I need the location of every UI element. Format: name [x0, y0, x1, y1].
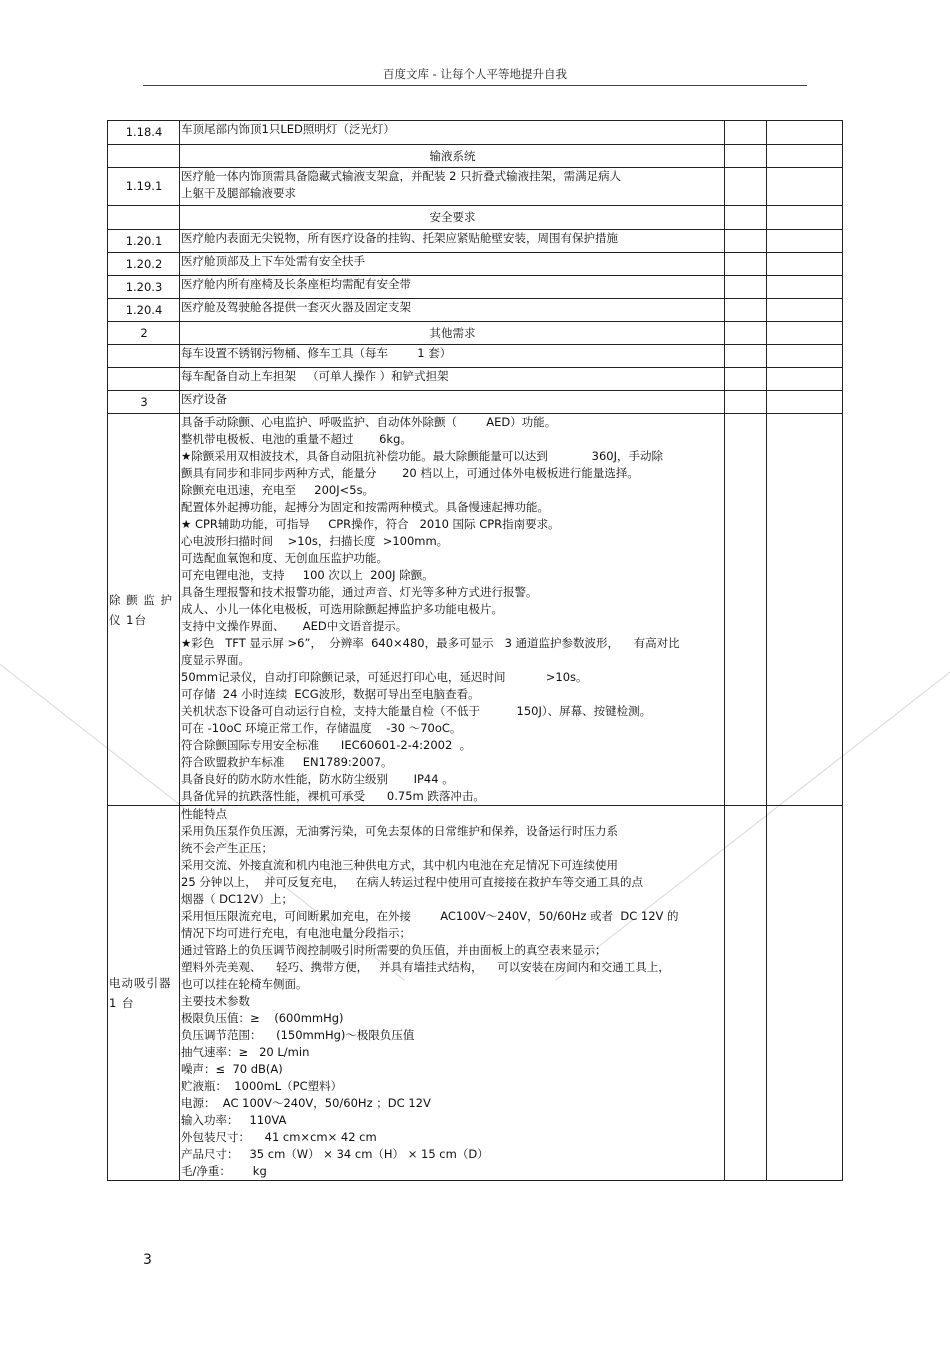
spec-line: 噪声：≤ 70 dB(A) [181, 1062, 283, 1076]
item-number: 1.20.1 [108, 230, 180, 253]
device-spec-list [180, 414, 725, 806]
item-text: 医疗设备 [180, 391, 725, 414]
spec-line: 通过管路上的负压调节阀控制吸引时所需要的负压值，并由面板上的真空表来显示； [181, 943, 607, 957]
spec-line: 采用交流、外接直流和机内电池三种供电方式，其中机内电池在充足情况下可连续使用 [181, 858, 618, 872]
spec-line: 统不会产生正压； [181, 841, 273, 855]
spec-line: 可在 -10oC 环境正常工作，存储温度 -30 ～70oC。 [181, 721, 462, 735]
item-text: 医疗舱一体内饰顶需具备隐藏式输液支架盒，并配装 2 只折叠式输液挂架，需满足病人 上躯干及腿部输液要求 [180, 168, 725, 206]
table-row-suction [108, 806, 843, 1181]
spec-line: 具备生理报警和技术报警功能，通过声音、灯光等多种方式进行报警。 [181, 585, 538, 599]
item-text: 每车配备自动上车担架 （可单人操作 ）和铲式担架 [180, 368, 725, 391]
spec-line: 电源： AC 100V～240V，50/60Hz ；DC 12V [181, 1096, 431, 1110]
item-number: 1.19.1 [108, 168, 180, 206]
spec-line: 输入功率： 110VA [181, 1113, 287, 1127]
table-row [108, 230, 843, 253]
spec-line: 心电波形扫描时间 >10s，扫描长度 >100mm。 [181, 534, 449, 548]
table-row [108, 145, 843, 168]
table-row [108, 276, 843, 299]
table-row-defibrillator [108, 414, 843, 806]
spec-line: 25 分钟以上， 并可反复充电， 在病人转运过程中使用可直接接在救护车等交通工具的点 [181, 875, 644, 889]
header-divider [143, 85, 807, 86]
spec-line: 具备良好的防水防水性能，防水防尘级别 IP44 。 [181, 772, 454, 786]
spec-line: 成人、小儿一体化电极板，可选用除颤起搏监护多功能电极片。 [181, 602, 503, 616]
spec-line: 负压调节范围： (150mmHg)～极限负压值 [181, 1028, 415, 1042]
spec-line: 除颤充电迅速，充电至 200J<5s。 [181, 483, 375, 497]
spec-line: 配置体外起搏功能，起搏分为固定和按需两种模式。具备慢速起搏功能。 [181, 500, 549, 514]
spec-line: 具备优异的抗跌落性能，裸机可承受 0.75m 跌落冲击。 [181, 789, 485, 803]
spec-line: 也可以挂在轮椅车侧面。 [181, 977, 308, 991]
spec-line: ★除颤采用双相波技术，具备自动阻抗补偿功能。最大除颤能量可以达到 360J，手动除 [181, 449, 664, 463]
spec-line: 度显示界面。 [181, 653, 250, 667]
table-row [108, 299, 843, 322]
table-row [108, 322, 843, 345]
spec-line: 性能特点 [181, 807, 227, 821]
item-text: 医疗舱顶部及上下车处需有安全扶手 [180, 253, 725, 276]
spec-line: 外包装尺寸： 41 cm×cm× 42 cm [181, 1130, 377, 1144]
item-number: 2 [108, 322, 180, 345]
item-number: 1.20.4 [108, 299, 180, 322]
section-heading: 安全要求 [180, 206, 725, 230]
spec-line: 烟器（ DC12V）上； [181, 892, 294, 906]
spec-line: 50mm记录仪，自动打印除颤记录，可延迟打印心电，延迟时间 >10s。 [181, 670, 588, 684]
item-text: 每车设置不锈钢污物桶、修车工具（每车 1 套） [180, 345, 725, 368]
spec-line: 塑料外壳美观、 轻巧、携带方便， 并具有墙挂式结构， 可以安装在房间内和交通工具上， [181, 960, 670, 974]
item-number: 1.18.4 [108, 121, 180, 145]
item-text: 医疗舱内表面无尖锐物，所有医疗设备的挂钩、托架应紧贴舱壁安装，周围有保护措施 [180, 230, 725, 253]
item-text: 医疗舱内所有座椅及长条座柜均需配有安全带 [180, 276, 725, 299]
spec-line: 情况下均可进行充电，有电池电量分段指示； [181, 926, 411, 940]
spec-line: 符合欧盟救护车标准 EN1789:2007。 [181, 755, 393, 769]
spec-line: 采用恒压限流充电，可间断累加充电，在外接 AC100V～240V，50/60Hz 或者 DC 12V 的 [181, 909, 679, 923]
spec-line: 可充电锂电池，支持 100 次以上 200J 除颤。 [181, 568, 434, 582]
spec-line: 支持中文操作界面、 AED中文语音提示。 [181, 619, 408, 633]
table-row [108, 391, 843, 414]
spec-line: 毛/净重： kg [181, 1164, 267, 1178]
spec-line: 采用负压泵作负压源，无油雾污染，可免去泵体的日常维护和保养，设备运行时压力系 [181, 824, 618, 838]
spec-line: 颤具有同步和非同步两种方式，能量分 20 档以上，可通过体外电极板进行能量选择。 [181, 466, 639, 480]
page-number: 3 [143, 1252, 152, 1268]
spec-line: 具备手动除颤、心电监护、呼吸监护、自动体外除颤（ AED）功能。 [181, 415, 557, 429]
spec-line: 主要技术参数 [181, 994, 250, 1008]
spec-line: 整机带电极板、电池的重量不超过 6kg。 [181, 432, 412, 446]
spec-line: 关机状态下设备可自动运行自检，支持大能量自检（不低于 150J）、屏幕、按键检测。 [181, 704, 652, 718]
section-heading: 其他需求 [180, 322, 725, 345]
spec-line: 极限负压值：≥ (600mmHg) [181, 1011, 344, 1025]
device-label: 电动吸引器 1 台 [108, 806, 180, 1181]
table-row [108, 206, 843, 230]
spec-line: 可存储 24 小时连续 ECG波形，数据可导出至电脑查看。 [181, 687, 480, 701]
table-row [108, 121, 843, 145]
item-text: 医疗舱及驾驶舱各提供一套灭火器及固定支架 [180, 299, 725, 322]
page-header: 百度文库 - 让每个人平等地提升自我 [383, 67, 567, 81]
item-number: 1.20.3 [108, 276, 180, 299]
device-label: 除 颤 监 护 仪 1台 [108, 414, 180, 806]
table-row [108, 345, 843, 368]
spec-line: 符合除颤国际专用安全标准 IEC60601-2-4:2002 。 [181, 738, 472, 752]
spec-line: 可选配血氧饱和度、无创血压监护功能。 [181, 551, 388, 565]
item-number: 1.20.2 [108, 253, 180, 276]
device-spec-list [180, 806, 725, 1181]
item-number: 3 [108, 391, 180, 414]
table-row [108, 168, 843, 206]
item-text: 车顶尾部内饰顶1只LED照明灯（泛光灯） [180, 121, 725, 145]
spec-line: 贮液瓶： 1000mL（PC塑料） [181, 1079, 343, 1093]
section-heading: 输液系统 [180, 145, 725, 168]
table-row [108, 368, 843, 391]
table-row [108, 253, 843, 276]
spec-line: 抽气速率：≥ 20 L/min [181, 1045, 310, 1059]
spec-table [107, 120, 843, 1181]
spec-line: 产品尺寸： 35 cm（W） × 34 cm（H） × 15 cm（D） [181, 1147, 489, 1161]
spec-line: ★ CPR辅助功能，可指导 CPR操作，符合 2010 国际 CPR指南要求。 [181, 517, 560, 531]
spec-line: ★彩色 TFT 显示屏 >6”， 分辨率 640×480，最多可显示 3 通道监护参数波形， 有高对比 [181, 636, 680, 650]
